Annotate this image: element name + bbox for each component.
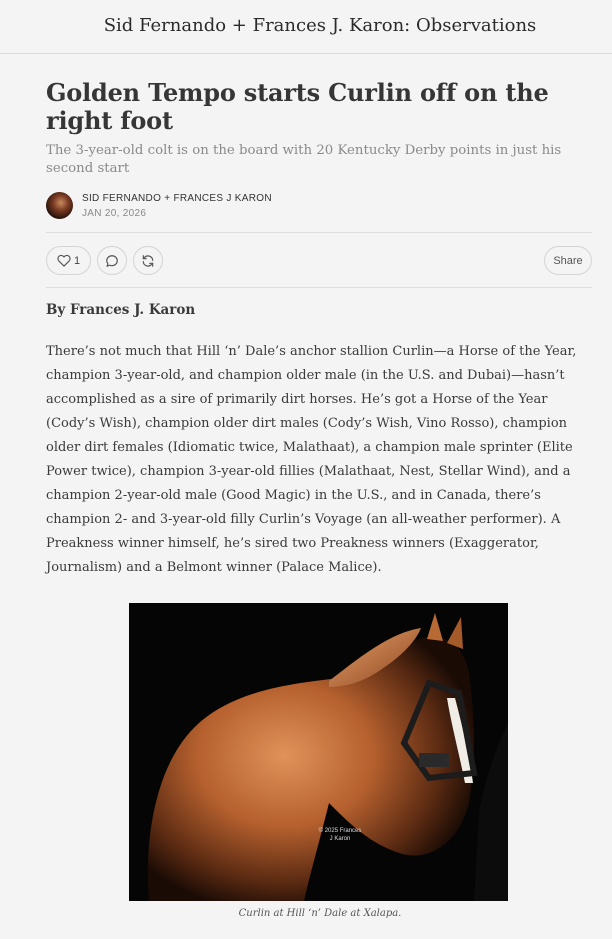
heart-icon bbox=[57, 254, 71, 267]
post-subtitle: The 3-year-old colt is on the board with 20 Kentucky Derby points in just his second start bbox=[46, 143, 562, 176]
like-button[interactable] bbox=[46, 246, 91, 275]
body-paragraph: There’s not much that Hill ‘n’ Dale’s anchor stallion Curlin—a Horse of the Year, champion 3-year-old, and champion older male (in the U.S. and Dubai)—hasn’t accomplished as a sire of primarily dirt horses. He’s got a Horse of the Year (Cody’s Wish), champion older dirt males (Cody’s Wish, Vino Rosso), champion older dirt females (Idiomatic twice, Malathaat), a champion male sprinter (Elite Power twice), champion 3-year-old fillies (Malathaat, Nest, Stellar Wind), and a champion 2-year-old male (Good Magic) in the U.S., and in Canada, there’s champion 2- and 3-year-old filly Curlin’s Voyage (an all-weather performer). A Preakness winner himself, he’s sired two Preakness winners (Exaggerator, Journalism) and a Belmont winner (Palace Malice). bbox=[46, 344, 577, 575]
watermark-line-1: © 2025 Frances bbox=[318, 828, 362, 834]
photo-watermark bbox=[315, 827, 365, 843]
comment-button[interactable] bbox=[97, 246, 127, 275]
publication-name[interactable]: Sid Fernando + Frances J. Karon: Observations bbox=[103, 15, 537, 36]
horse-photo bbox=[129, 603, 508, 901]
post-image[interactable] bbox=[129, 603, 508, 901]
restack-button[interactable] bbox=[133, 246, 163, 275]
avatar[interactable] bbox=[46, 192, 73, 219]
author-name[interactable]: SID FERNANDO + FRANCES J KARON bbox=[82, 193, 272, 204]
top-bar bbox=[0, 0, 612, 54]
post-date: JAN 20, 2026 bbox=[82, 208, 147, 219]
restack-icon bbox=[141, 254, 155, 268]
comment-icon bbox=[105, 254, 119, 268]
share-button[interactable]: Share bbox=[544, 246, 592, 275]
post-title: Golden Tempo starts Curlin off on the right foot bbox=[46, 78, 549, 135]
divider-top bbox=[46, 232, 592, 233]
like-count: 1 bbox=[73, 254, 81, 267]
divider-bottom bbox=[46, 287, 592, 288]
watermark-line-2: J Karon bbox=[329, 836, 351, 842]
byline: By Frances J. Karon bbox=[46, 302, 196, 318]
image-caption: Curlin at Hill ‘n’ Dale at Xalapa. bbox=[238, 908, 402, 919]
